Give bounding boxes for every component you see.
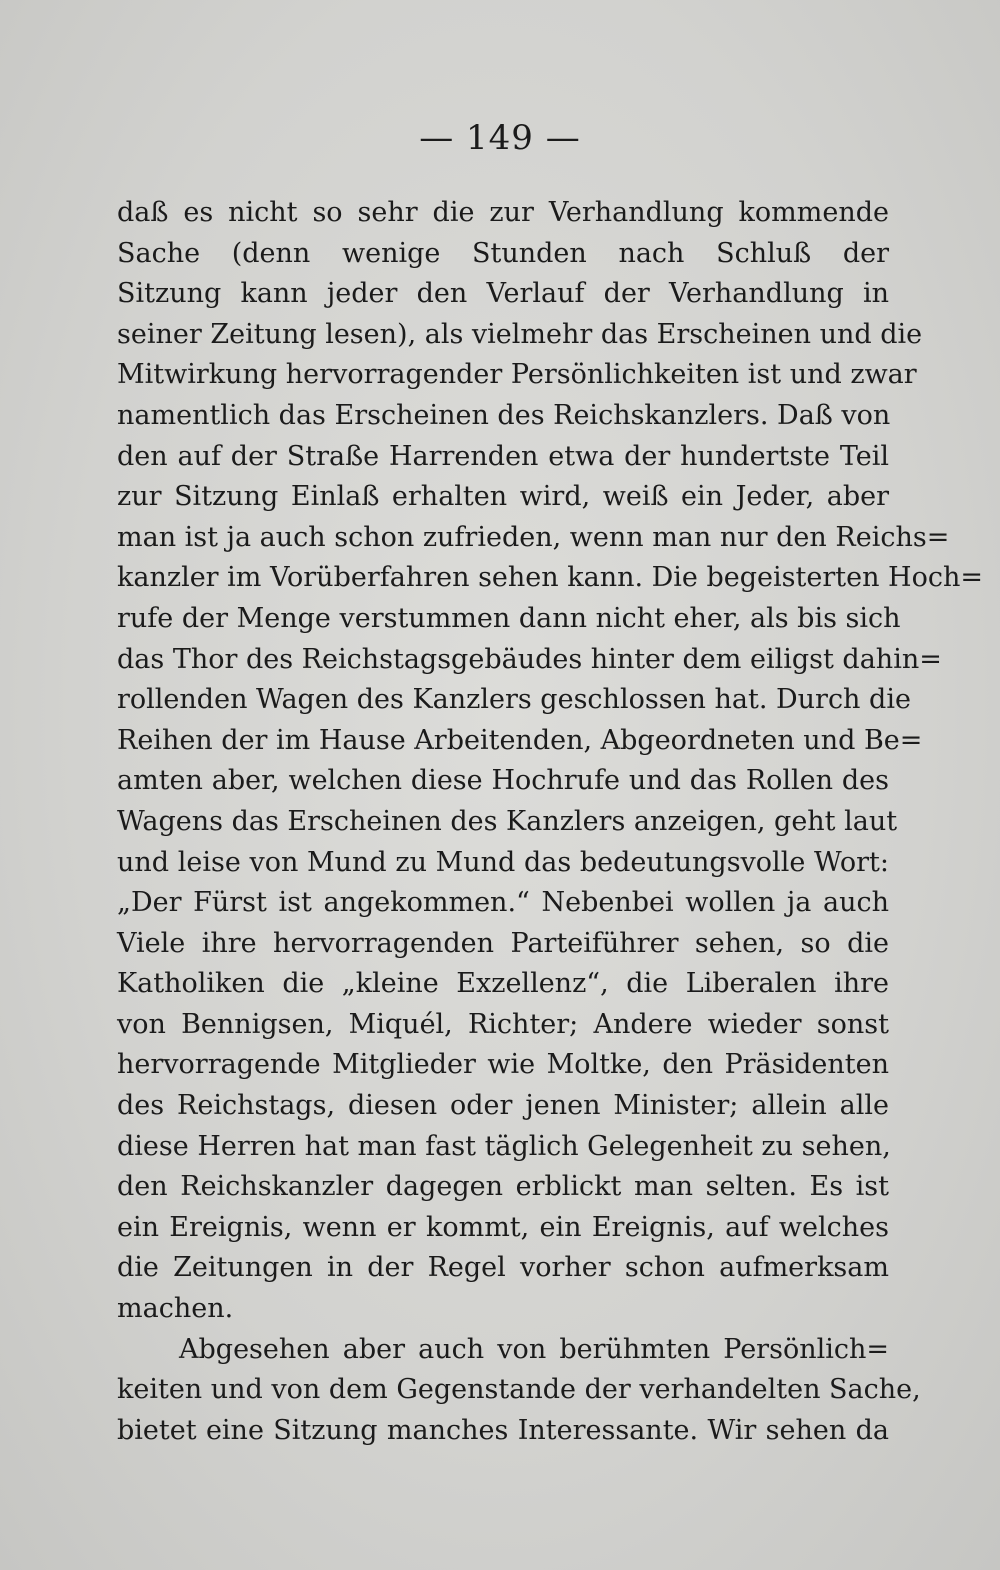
text-line: den Reichskanzler dagegen erblickt man selten. Es ist (117, 1171, 889, 1203)
text-line: namentlich das Erscheinen des Reichskanzlers. Daß von (117, 399, 891, 431)
text-line: Abgesehen aber auch von berühmten Persönlich= (179, 1333, 889, 1365)
text-line: zur Sitzung Einlaß erhalten wird, weiß ein Jeder, aber (117, 481, 889, 513)
paragraph (117, 1330, 921, 1452)
text-line: Sache (denn wenige Stunden nach Schluß der (117, 237, 889, 269)
text-line: von Bennigsen, Miquél, Richter; Andere wieder sonst (117, 1008, 889, 1040)
text-line: und leise von Mund zu Mund das bedeutungsvolle Wort: (117, 846, 889, 878)
text-line: Sitzung kann jeder den Verlauf der Verhandlung in (117, 278, 889, 310)
body-text (117, 193, 983, 1451)
text-line: daß es nicht so sehr die zur Verhandlung kommende (117, 197, 889, 228)
text-line: Katholiken die „kleine Exzellenz“, die Liberalen ihre (117, 968, 889, 1000)
text-line: Wagens das Erscheinen des Kanzlers anzeigen, geht laut (117, 805, 898, 837)
text-line: Viele ihre hervorragenden Parteiführer sehen, so die (117, 927, 889, 959)
text-line: Reihen der im Hause Arbeitenden, Abgeordneten und Be= (117, 724, 923, 756)
text-line: des Reichstags, diesen oder jenen Minister; allein alle (117, 1090, 889, 1122)
text-line: „Der Fürst ist angekommen.“ Nebenbei wollen ja auch (117, 887, 889, 919)
text-line: keiten und von dem Gegenstande der verhandelten Sache, (117, 1374, 921, 1406)
text-line: die Zeitungen in der Regel vorher schon aufmerksam (117, 1252, 889, 1284)
text-line: das Thor des Reichstagsgebäudes hinter dem eiligst dahin= (117, 643, 942, 675)
text-line: rollenden Wagen des Kanzlers geschlossen hat. Durch die (117, 684, 911, 716)
page-number: — 149 — (419, 118, 581, 158)
text-line: hervorragende Mitglieder wie Moltke, den Präsidenten (117, 1049, 889, 1081)
text-line: diese Herren hat man fast täglich Gelegenheit zu sehen, (117, 1130, 891, 1162)
text-line: kanzler im Vorüberfahren sehen kann. Die begeisterten Hoch= (117, 562, 983, 594)
paragraph (117, 193, 983, 1330)
text-line: rufe der Menge verstummen dann nicht eher, als bis sich (117, 602, 901, 634)
text-line: man ist ja auch schon zufrieden, wenn man nur den Reichs= (117, 521, 950, 553)
text-line: bietet eine Sitzung manches Interessante. Wir sehen da (117, 1414, 889, 1446)
text-line: ein Ereignis, wenn er kommt, ein Ereignis, auf welches (117, 1211, 889, 1243)
text-line: Mitwirkung hervorragender Persönlichkeiten ist und zwar (117, 359, 917, 391)
text-line: den auf der Straße Harrenden etwa der hundertste Teil (117, 440, 889, 472)
text-line: seiner Zeitung lesen), als vielmehr das Erscheinen und die (117, 318, 923, 350)
text-line: machen. (117, 1293, 234, 1325)
text-line: amten aber, welchen diese Hochrufe und das Rollen des (117, 765, 889, 797)
